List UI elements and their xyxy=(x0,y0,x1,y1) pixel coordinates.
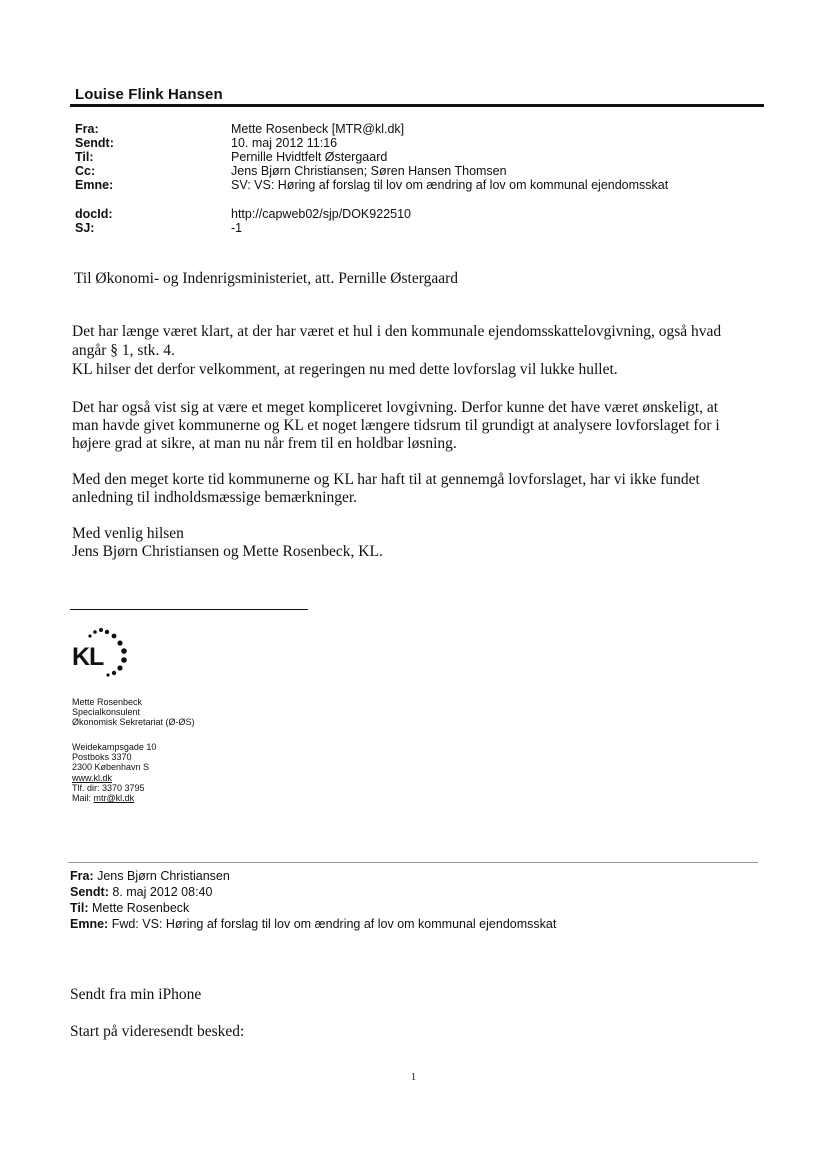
forwarded-subject-value: Fwd: VS: Høring af forslag til lov om ændring af lov om kommunal ejendomsskat xyxy=(111,917,557,931)
signature-department: Økonomisk Sekretariat (Ø-ØS) xyxy=(72,717,195,727)
forwarded-sent-value: 8. maj 2012 08:40 xyxy=(112,885,213,899)
signature-phone: Tlf. dir: 3370 3795 xyxy=(72,783,145,793)
header-divider xyxy=(70,104,764,107)
body-paragraph-3-line-2: anledning til indholdsmæssige bemærkninger. xyxy=(72,489,358,506)
signature-mail-label: Mail: xyxy=(72,793,92,803)
body-greeting: Til Økonomi- og Indenrigsministeriet, att. Pernille Østergaard xyxy=(74,270,459,287)
signature-divider xyxy=(70,609,308,610)
body-paragraph-1-line-2: angår § 1, stk. 4. xyxy=(72,342,175,359)
meta-label: Cc: xyxy=(75,164,96,178)
page-number: 1 xyxy=(411,1072,416,1083)
meta-value: SV: VS: Høring af forslag til lov om ændring af lov om kommunal ejendomsskat xyxy=(231,178,669,192)
body-paragraph-1-line-1: Det har længe været klart, at der har været et hul i den kommunale ejendomsskattelovgivning, også hvad xyxy=(72,323,722,340)
forwarded-from-label: Fra: xyxy=(70,869,94,883)
meta-value: -1 xyxy=(231,221,243,235)
kl-logo xyxy=(72,626,136,678)
body-paragraph-2-line-1: Det har også vist sig at være et meget kompliceret lovgivning. Derfor kunne det have været ønskeligt, at xyxy=(72,399,719,416)
meta-value: Jens Bjørn Christiansen; Søren Hansen Thomsen xyxy=(231,164,507,178)
body-paragraph-3-line-1: Med den meget korte tid kommunerne og KL har haft til at gennemgå lovforslaget, har vi ikke fundet xyxy=(72,471,700,488)
signature-street: Weidekampsgade 10 xyxy=(72,742,157,752)
meta-label: Emne: xyxy=(75,178,114,192)
meta-label: Fra: xyxy=(75,122,99,136)
forwarded-subject xyxy=(70,916,556,932)
body-paragraph-1-line-3: KL hilser det derfor velkomment, at regeringen nu med dette lovforslag vil lukke hullet. xyxy=(72,361,618,378)
forwarded-subject-label: Emne: xyxy=(70,917,109,931)
forwarded-divider xyxy=(68,862,758,863)
body-paragraph-2-line-3: højere grad at sikre, at man nu når frem til en holdbar løsning. xyxy=(72,435,457,452)
sent-from-iphone: Sendt fra min iPhone xyxy=(70,986,202,1003)
signature-pobox: Postboks 3370 xyxy=(72,752,132,762)
meta-label: Til: xyxy=(75,150,94,164)
document-header-name: Louise Flink Hansen xyxy=(75,86,223,103)
body-paragraph-2-line-2: man havde givet kommunerne og KL et noget længere tidsrum til grundigt at analysere lovforslaget for i xyxy=(72,417,720,434)
kl-logo-text: KL xyxy=(72,643,104,671)
forwarded-to xyxy=(70,900,189,916)
meta-label: docId: xyxy=(75,207,113,221)
meta-label: SJ: xyxy=(75,221,95,235)
signature-title: Specialkonsulent xyxy=(72,707,141,717)
body-closing: Med venlig hilsen xyxy=(72,525,184,542)
meta-value: Mette Rosenbeck [MTR@kl.dk] xyxy=(231,122,405,136)
body-signers: Jens Bjørn Christiansen og Mette Rosenbeck, KL. xyxy=(72,543,383,560)
forwarded-sent xyxy=(70,884,212,900)
forwarded-from-value: Jens Bjørn Christiansen xyxy=(97,869,230,883)
forwarded-to-label: Til: xyxy=(70,901,89,915)
signature-mail-link[interactable]: mtr@kl.dk xyxy=(93,793,135,803)
forwarded-to-value: Mette Rosenbeck xyxy=(92,901,190,915)
meta-value: 10. maj 2012 11:16 xyxy=(231,136,338,150)
signature-name: Mette Rosenbeck xyxy=(72,697,143,707)
start-forwarded-message: Start på videresendt besked: xyxy=(70,1023,245,1040)
meta-value: Pernille Hvidtfelt Østergaard xyxy=(231,150,388,164)
signature-mail-row xyxy=(72,793,134,803)
meta-label: Sendt: xyxy=(75,136,114,150)
forwarded-sent-label: Sendt: xyxy=(70,885,109,899)
forwarded-from xyxy=(70,868,230,884)
signature-web-link[interactable]: www.kl.dk xyxy=(72,773,113,783)
meta-value: http://capweb02/sjp/DOK922510 xyxy=(231,207,411,221)
signature-city: 2300 København S xyxy=(72,762,150,772)
